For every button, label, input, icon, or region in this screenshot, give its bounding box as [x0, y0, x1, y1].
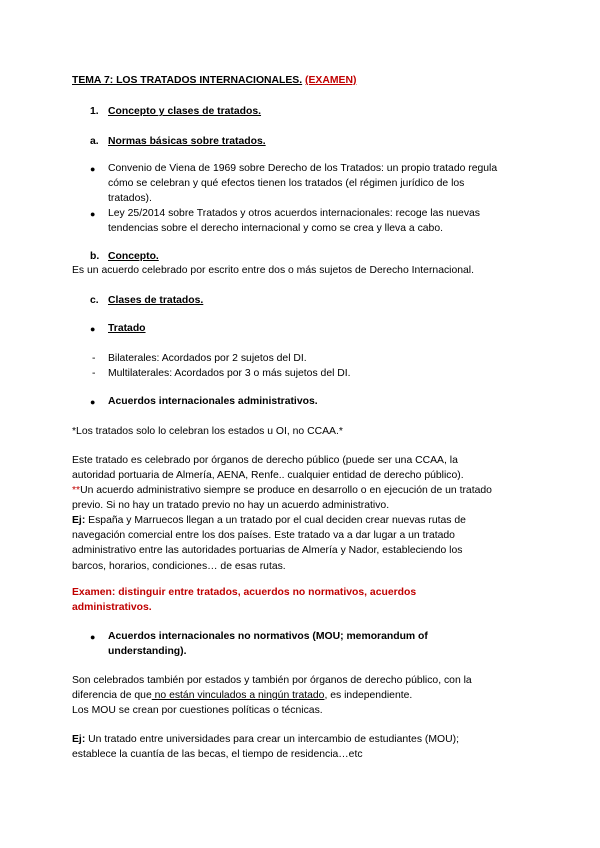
section-b-heading: Concepto.: [108, 251, 159, 262]
paragraph-line: [72, 513, 532, 528]
section-1-heading: Concepto y clases de tratados.: [108, 106, 262, 117]
title-exam-tag: (EXAMEN): [305, 75, 357, 86]
exam-note: [72, 585, 532, 615]
underlined-text: no están vinculados a ningún tratado: [151, 690, 325, 702]
section-1-number: 1.: [90, 106, 99, 117]
paragraph-line: navegación comercial entre los dos países. Este tratado va a dar lugar a un tratado: [72, 530, 455, 542]
paragraph-line: previo. Si no hay un tratado previo no hay un acuerdo administrativo.: [72, 500, 390, 512]
example-label: Ej:: [72, 734, 86, 745]
list-item-line: tratados).: [108, 193, 152, 205]
line-text: Un tratado entre universidades para crear un intercambio de estudiantes (MOU);: [85, 734, 459, 745]
section-c-heading: Clases de tratados.: [108, 295, 204, 306]
line-text: España y Marruecos llegan a un tratado por el cual deciden crear nuevas rutas de: [85, 515, 466, 527]
paragraph-line: Son celebrados también por estados y también por órganos de derecho público, con la: [72, 675, 472, 686]
acuerdos-admin-heading: Acuerdos internacionales administrativos.: [108, 396, 318, 407]
paragraph-line: [72, 483, 532, 498]
concepto-text: Es un acuerdo celebrado por escrito entre dos o más sujetos de Derecho Internacional.: [72, 265, 475, 276]
note-oi: *Los tratados solo lo celebran los estados u OI, no CCAA.*: [72, 426, 343, 437]
section-a-heading: Normas básicas sobre tratados.: [108, 136, 266, 147]
line-text: Un acuerdo administrativo siempre se produce en desarrollo o en ejecución de un tratado: [80, 485, 492, 497]
exam-note-line: Examen: distinguir entre tratados, acuerdos no normativos, acuerdos: [72, 587, 417, 598]
mou-example: [72, 732, 532, 762]
bullet-icon: ●: [90, 164, 96, 174]
paragraph-line: barcos, horarios, condiciones… de esas rutas.: [72, 560, 286, 572]
line-text: , es independiente.: [324, 690, 413, 702]
section-b-number: b.: [90, 251, 100, 262]
title-main: TEMA 7: LOS TRATADOS INTERNACIONALES.: [72, 75, 303, 86]
paragraph-line: Los MOU se crean por cuestiones políticas o técnicas.: [72, 705, 323, 717]
mou-heading-line: Acuerdos internacionales no normativos (MOU; memorandum of: [108, 631, 428, 642]
section-a-number: a.: [90, 136, 99, 147]
document-title: [72, 73, 356, 88]
paragraph-line: [72, 732, 532, 747]
list-item: [108, 161, 528, 206]
paragraph-line: Este tratado es celebrado por órganos de derecho público (puede ser una CCAA, la: [72, 455, 458, 466]
mou-heading-line: understanding).: [108, 646, 187, 658]
dash-icon: -: [92, 353, 96, 364]
admin-paragraph: [72, 453, 532, 574]
section-c-number: c.: [90, 295, 99, 306]
paragraph-line: [72, 688, 532, 703]
tratado-item-multilaterales: Multilaterales: Acordados por 3 o más sujetos del DI.: [108, 368, 351, 379]
example-label: Ej:: [72, 515, 86, 527]
mou-paragraph: [72, 673, 532, 718]
tratado-heading: Tratado: [108, 323, 146, 334]
list-item-line: Convenio de Viena de 1969 sobre Derecho de los Tratados: un propio tratado regula: [108, 163, 498, 174]
bullet-icon: ●: [90, 324, 96, 334]
exam-note-line: administrativos.: [72, 602, 152, 614]
list-item-line: cómo se celebran y qué efectos tienen los tratados (el régimen jurídico de los: [108, 178, 465, 190]
list-item-line: Ley 25/2014 sobre Tratados y otros acuerdos internacionales: recoge las nuevas: [108, 208, 480, 219]
mou-heading: [108, 629, 528, 659]
bullet-icon: ●: [90, 209, 96, 219]
bullet-icon: ●: [90, 632, 96, 642]
line-text: diferencia de que: [72, 690, 152, 702]
paragraph-line: establece la cuantía de las becas, el tiempo de residencia…etc: [72, 749, 363, 761]
dash-icon: -: [92, 368, 96, 379]
paragraph-line: autoridad portuaria de Almería, AENA, Renfe.. cualquier entidad de derecho público).: [72, 470, 464, 482]
paragraph-line: administrativo entre las autoridades portuarias de Almería y Nador, estableciendo los: [72, 545, 463, 557]
bullet-icon: ●: [90, 397, 96, 407]
tratado-item-bilaterales: Bilaterales: Acordados por 2 sujetos del DI.: [108, 353, 307, 364]
list-item: [108, 206, 528, 236]
list-item-line: tendencias sobre el derecho internacional y como se crea y lleva a cabo.: [108, 223, 444, 235]
red-asterisks: **: [72, 485, 81, 497]
